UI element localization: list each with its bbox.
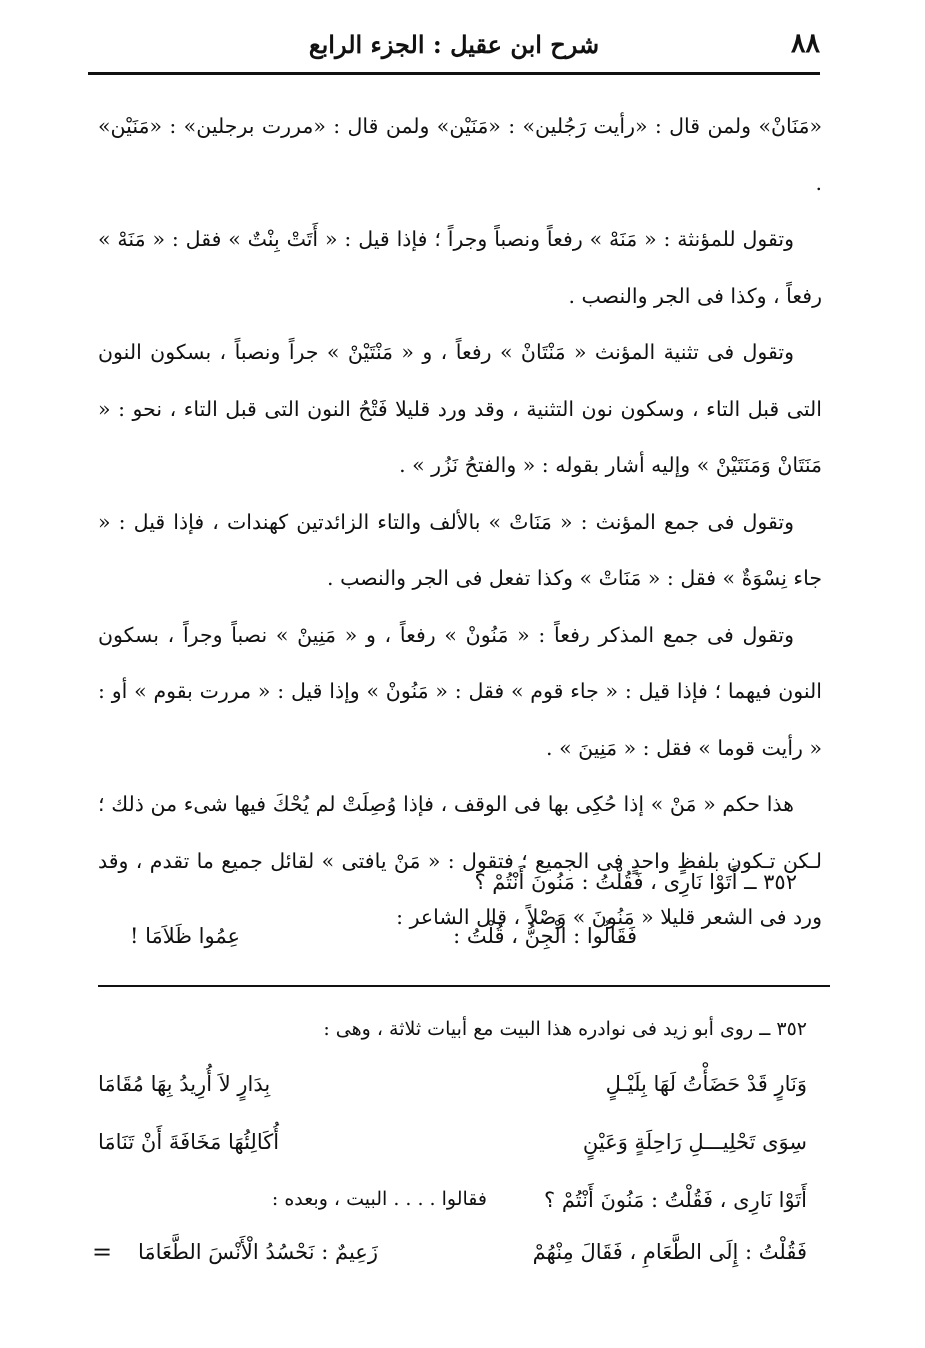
footnote-hemistich-1: أَتَوْا نَارِى ، فَقُلْتُ : مَنُونَ أَنْتُمْ ؟ bbox=[544, 1188, 807, 1212]
paragraph-6: هذا حكم « مَنْ » إذا حُكِى بها فى الوقف ، فإذا وُصِلَتْ لم يُحْكَ فيها شىء من ذلك ؛ لـكن تـكون بلفظٍ واحدٍ فى الجميع ؛ فتقول : « مَنْ يافتى » لقائل جميع ما تقدم ، وقد ورد فى الشعر قليلا « مَنُونَ » وَصْلاً ، قال الشاعر : bbox=[98, 792, 822, 929]
running-title: شرح ابن عقيل : الجزء الرابع bbox=[308, 30, 600, 59]
paragraph-1: «مَنَانْ» ولمن قال : «رأيت رَجُلين» : «مَنَيْن» ولمن قال : «مررت برجلين» : «مَنَيْن» . bbox=[98, 114, 822, 195]
verse-hemistich-1: أَتَوْا نَارِى ، فَقُلْتُ : مَنُونَ أَنْتُمْ ؟ bbox=[474, 870, 738, 894]
header-rule bbox=[88, 72, 820, 75]
main-text bbox=[98, 98, 822, 946]
footnote-poem-line bbox=[92, 1238, 807, 1280]
footnote-hemistich-2: فقالوا . . . . البيت ، وبعده : bbox=[271, 1188, 487, 1210]
footnote-poem-line bbox=[98, 1072, 807, 1112]
page-number: ٨٨ bbox=[790, 28, 820, 59]
footnote-hemistich-2: بِدَارٍ لاَ أُرِيدُ بِهَا مُقَامَا bbox=[98, 1072, 271, 1096]
paragraph-5: وتقول فى جمع المذكر رفعاً : « مَنُونْ » رفعاً ، و « مَنِينْ » نصباً وجراً ، بسكون النون فيهما ؛ فإذا قيل : « جاء قوم » فقل : « مَنُونْ » وإذا قيل : « مررت بقوم » أو : « رأيت قوما » فقل : « مَنِينَ » . bbox=[98, 622, 822, 760]
verse-hemistich-2b: عِمُوا ظَلاَمَا ! bbox=[130, 924, 241, 948]
verse-hemistich-2a: فَقَالُوا : الْجِنُّ ، قُلْتُ : bbox=[453, 924, 637, 948]
footnote-hemistich-1: سِوَى تَحْلِيـــلِ رَاحِلَةٍ وَعَيْنٍ bbox=[582, 1130, 807, 1154]
paragraph-3: وتقول فى تثنية المؤنث « مَنْتَانْ » رفعاً ، و « مَنْتَيْنْ » جراً ونصباً ، بسكون النون التى قبل التاء ، وسكون نون التثنية ، وقد ورد قليلا فَتْحُ النون التى قبل التاء ، نحو : « مَنَتَانْ وَمَنَتَيْنْ » وإليه أشار بقوله : « والفتحُ نَزُر » . bbox=[98, 340, 822, 477]
verse-line-1 bbox=[474, 870, 797, 894]
footnote-hemistich-1: وَنَارٍ قَدْ حَضَأْتُ لَهَا بِلَيْـلٍ bbox=[605, 1072, 807, 1096]
continuation-mark: = bbox=[92, 1238, 113, 1266]
paragraph-2: وتقول للمؤنثة : « مَنَهْ » رفعاً ونصباً وجراً ؛ فإذا قيل : « أَتَتْ بِنْتٌ » فقل : « مَنَهْ » رفعاً ، وكذا فى الجر والنصب . bbox=[98, 227, 822, 308]
footnote-hemistich-1: فَقُلْتُ : إِلَى الطَّعَامِ ، فَقَالَ مِنْهُمْ bbox=[532, 1240, 807, 1264]
footnote-intro: ٣٥٢ ــ روى أبو زيد فى نوادره هذا البيت مع أبيات ثلاثة ، وهى : bbox=[323, 1018, 807, 1040]
footnote-rule bbox=[98, 985, 830, 987]
paragraph-4: وتقول فى جمع المؤنث : « مَنَاتْ » بالألف والتاء الزائدتين كهندات ، فإذا قيل : « جاء نِسْوَةٌ » فقل : « مَنَاتْ » وكذا تفعل فى الجر والنصب . bbox=[98, 509, 822, 590]
footnote-poem-line bbox=[98, 1130, 807, 1170]
verse-number: ٣٥٢ ــ bbox=[744, 870, 797, 894]
footnote-poem-line bbox=[98, 1188, 807, 1228]
page-header bbox=[88, 26, 820, 70]
footnote-hemistich-2: زَعِيمٌ : نَحْسُدُ الْأَنْسَ الطَّعَامَا bbox=[138, 1240, 378, 1264]
footnote-hemistich-2: أُكَالِئُهَا مَخَافَةَ أَنْ تَنَامَا bbox=[98, 1130, 280, 1154]
